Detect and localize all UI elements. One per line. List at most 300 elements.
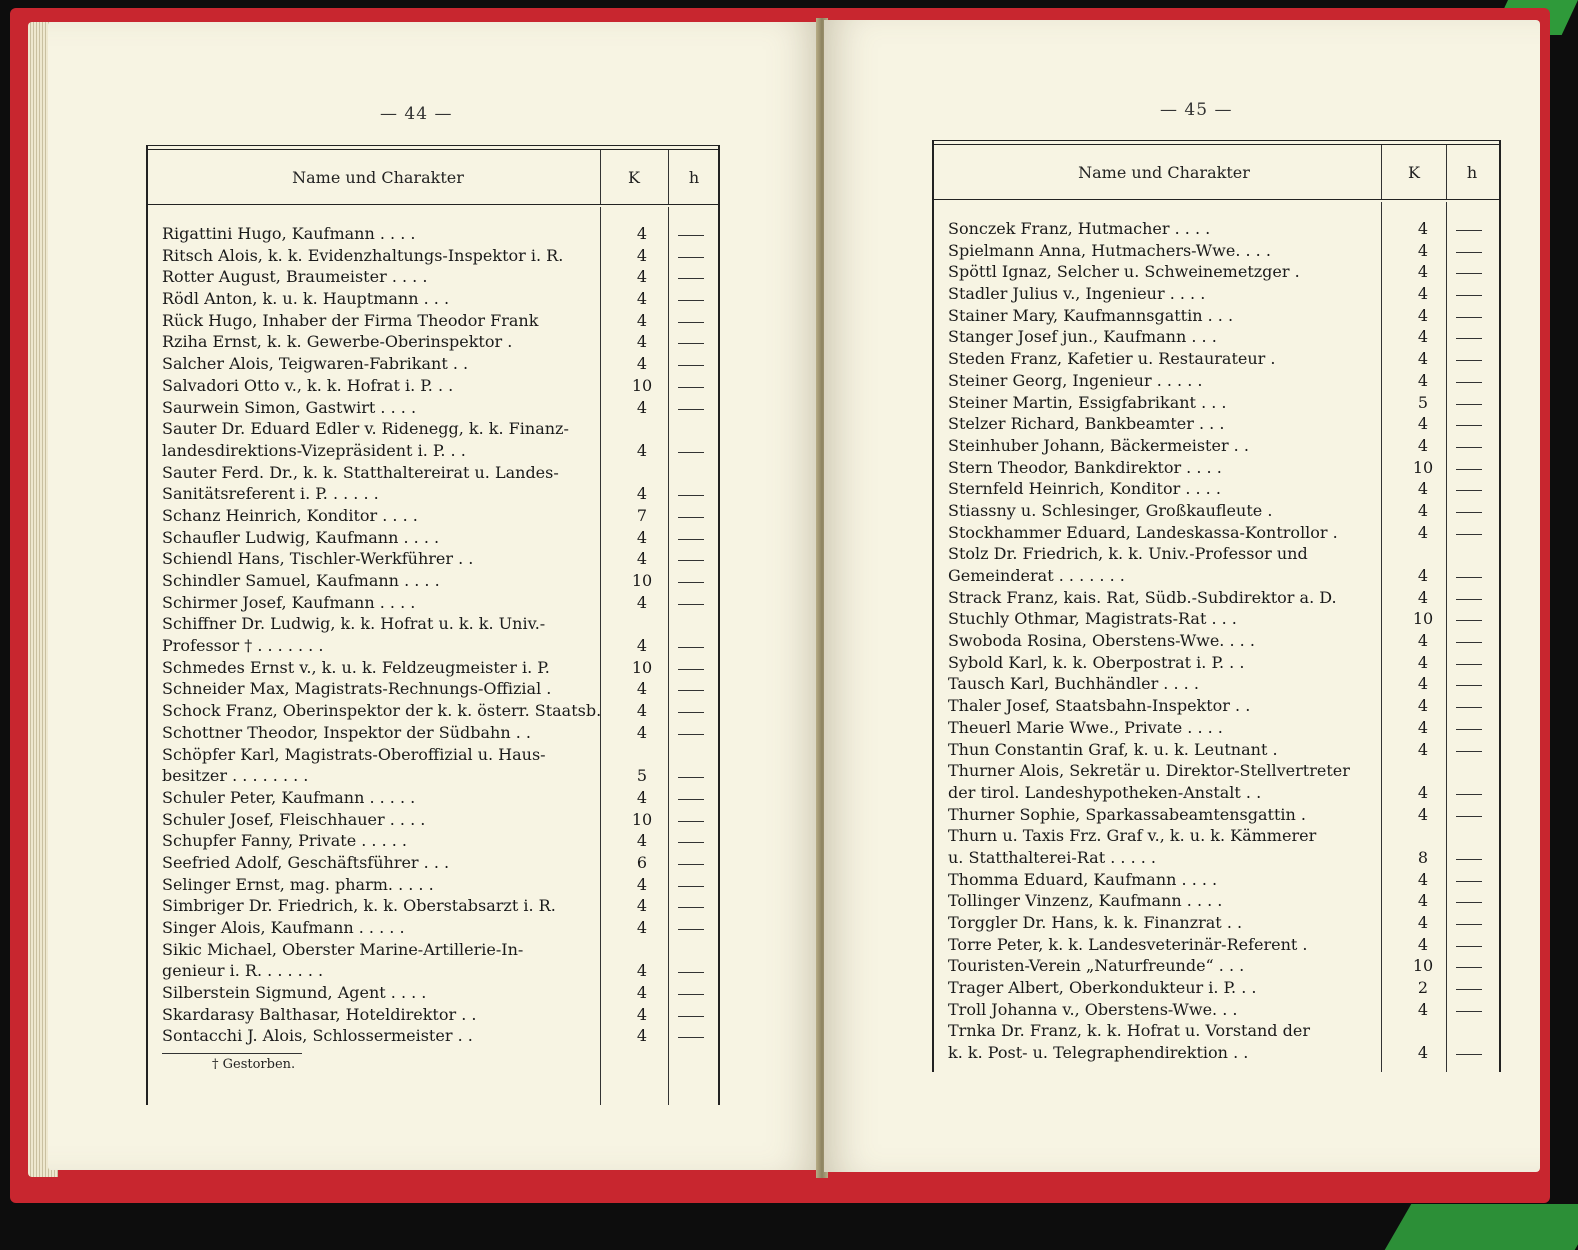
entry-kronen: 4 xyxy=(1417,587,1429,607)
table-row xyxy=(948,847,1488,869)
entry-name: Steiner Georg, Ingenieur . . . . . xyxy=(948,370,1203,390)
entry-name: Rück Hugo, Inhaber der Firma Theodor Frank xyxy=(162,310,539,330)
table-row xyxy=(162,895,702,917)
entry-name: Sontacchi J. Alois, Schlossermeister . . xyxy=(162,1026,473,1046)
entry-kronen: 4 xyxy=(636,224,648,243)
entry-kronen: 4 xyxy=(636,1026,648,1046)
entry-name: Schiffner Dr. Ludwig, k. k. Hofrat u. k. k. Univ.- xyxy=(162,614,546,634)
members-table xyxy=(146,145,720,1105)
entry-name: Gemeinderat . . . . . . . xyxy=(948,566,1125,585)
entry-heller-dash xyxy=(678,712,704,713)
entry-name: Ritsch Alois, k. k. Evidenzhaltungs-Inspektor i. R. xyxy=(162,245,564,265)
table-row xyxy=(948,977,1488,999)
entry-name: Thurn u. Taxis Frz. Graf v., k. u. k. Kämmerer xyxy=(948,826,1317,846)
entry-name: Schindler Samuel, Kaufmann . . . . xyxy=(162,571,440,590)
table-row xyxy=(948,955,1488,977)
table-row xyxy=(948,240,1488,262)
table-row xyxy=(948,370,1488,392)
table-row xyxy=(162,657,702,679)
entry-heller-dash xyxy=(678,690,704,691)
table-row xyxy=(162,765,702,787)
table-row xyxy=(162,331,702,353)
entry-name: Rziha Ernst, k. k. Gewerbe-Oberinspektor . xyxy=(162,332,513,352)
entry-name: Stolz Dr. Friedrich, k. k. Univ.-Professor und xyxy=(948,544,1308,564)
entry-kronen: 4 xyxy=(1417,891,1429,911)
entry-heller-dash xyxy=(678,799,704,800)
entry-name: Simbriger Dr. Friedrich, k. k. Oberstabsarzt i. R. xyxy=(162,896,556,916)
page-number: — 45 — xyxy=(1160,100,1233,120)
table-row xyxy=(948,305,1488,327)
entry-kronen: 4 xyxy=(636,722,648,742)
entry-kronen: 4 xyxy=(1417,739,1429,759)
entry-heller-dash xyxy=(1456,577,1482,578)
entry-heller-dash xyxy=(1456,989,1482,990)
entry-kronen: 4 xyxy=(1417,500,1429,520)
entry-kronen: 5 xyxy=(1417,392,1429,412)
entry-heller-dash xyxy=(1456,794,1482,795)
table-row xyxy=(948,348,1488,370)
entry-heller-dash xyxy=(678,647,704,648)
entry-name: Troll Johanna v., Oberstens-Wwe. . . xyxy=(948,999,1238,1019)
entry-kronen: 4 xyxy=(636,1004,648,1024)
entry-heller-dash xyxy=(678,1016,704,1017)
entry-heller-dash xyxy=(1456,1011,1482,1012)
entry-name: Sikic Michael, Oberster Marine-Artillerie-In- xyxy=(162,939,524,959)
entry-heller-dash xyxy=(1456,360,1482,361)
entry-name: Strack Franz, kais. Rat, Südb.-Subdirektor a. D. xyxy=(948,587,1337,607)
entry-kronen: 4 xyxy=(1417,284,1429,304)
entry-heller-dash xyxy=(678,886,704,887)
table-row xyxy=(162,744,702,766)
entry-kronen: 4 xyxy=(1417,414,1429,434)
entry-heller-dash xyxy=(678,842,704,843)
table-row xyxy=(162,483,702,505)
entry-heller-dash xyxy=(1456,338,1482,339)
entry-name: Selinger Ernst, mag. pharm. . . . . xyxy=(162,874,434,894)
entry-heller-dash xyxy=(678,409,704,410)
left-page xyxy=(48,22,820,1170)
entry-heller-dash xyxy=(678,864,704,865)
entry-name: Steinhuber Johann, Bäckermeister . . xyxy=(948,435,1249,455)
table-row xyxy=(162,462,702,484)
footnote-rule xyxy=(162,1053,302,1054)
entry-name: Schneider Max, Magistrats-Rechnungs-Offizial . xyxy=(162,679,552,699)
table-row xyxy=(948,630,1488,652)
entry-heller-dash xyxy=(1456,490,1482,491)
table-row xyxy=(948,587,1488,609)
entry-kronen: 4 xyxy=(636,787,648,807)
entry-name: Stiassny u. Schlesinger, Großkaufleute . xyxy=(948,500,1273,520)
entry-heller-dash xyxy=(678,994,704,995)
entry-kronen: 4 xyxy=(636,289,648,309)
table-row xyxy=(948,934,1488,956)
table-body xyxy=(162,223,702,1047)
entry-kronen: 4 xyxy=(636,267,648,287)
entry-kronen: 4 xyxy=(1417,370,1429,390)
entry-kronen: 4 xyxy=(1417,522,1429,542)
entry-heller-dash xyxy=(1456,707,1482,708)
entry-kronen: 4 xyxy=(1417,934,1429,954)
table-row xyxy=(162,440,702,462)
table-row xyxy=(162,310,702,332)
table-row xyxy=(948,435,1488,457)
header-name: Name und Charakter xyxy=(1078,163,1250,182)
entry-heller-dash xyxy=(1456,273,1482,274)
table-row xyxy=(162,527,702,549)
entry-kronen: 4 xyxy=(1417,435,1429,455)
entry-kronen: 10 xyxy=(631,657,653,677)
entry-name: Sybold Karl, k. k. Oberpostrat i. P. . . xyxy=(948,652,1245,672)
entry-heller-dash xyxy=(1456,447,1482,448)
table-row xyxy=(948,1042,1488,1064)
entry-heller-dash xyxy=(1456,382,1482,383)
table-row xyxy=(162,1025,702,1047)
footnote: † Gestorben. xyxy=(212,1057,296,1072)
entry-kronen: 4 xyxy=(636,961,648,981)
entry-kronen: 4 xyxy=(636,831,648,851)
entry-heller-dash xyxy=(1456,599,1482,600)
table-body xyxy=(948,218,1488,1064)
table-row xyxy=(162,397,702,419)
table-row xyxy=(162,982,702,1004)
entry-name: Thun Constantin Graf, k. u. k. Leutnant . xyxy=(948,739,1278,759)
entry-kronen: 4 xyxy=(636,527,648,547)
entry-heller-dash xyxy=(1456,729,1482,730)
entry-heller-dash xyxy=(678,821,704,822)
table-row xyxy=(948,673,1488,695)
entry-heller-dash xyxy=(678,777,704,778)
entry-kronen: 4 xyxy=(636,484,648,504)
entry-name: genieur i. R. . . . . . . xyxy=(162,961,324,981)
entry-kronen: 7 xyxy=(636,505,648,525)
entry-heller-dash xyxy=(1456,252,1482,253)
table-row xyxy=(948,500,1488,522)
entry-name: Schock Franz, Oberinspektor der k. k. österr. Staatsb. xyxy=(162,701,602,721)
entry-kronen: 8 xyxy=(1417,847,1429,867)
entry-kronen: 4 xyxy=(636,397,648,417)
entry-heller-dash xyxy=(678,734,704,735)
table-row xyxy=(948,326,1488,348)
table-row xyxy=(162,678,702,700)
entry-heller-dash xyxy=(678,669,704,670)
entry-name: Stelzer Richard, Bankbeamter . . . xyxy=(948,414,1225,434)
entry-heller-dash xyxy=(678,907,704,908)
entry-kronen: 4 xyxy=(636,679,648,699)
entry-name: k. k. Post- u. Telegraphendirektion . . xyxy=(948,1043,1249,1063)
entry-name: Thaler Josef, Staatsbahn-Inspektor . . xyxy=(948,696,1251,716)
entry-kronen: 4 xyxy=(1417,782,1429,802)
entry-heller-dash xyxy=(1456,751,1482,752)
table-row xyxy=(948,478,1488,500)
entry-kronen: 10 xyxy=(1412,956,1434,976)
entry-kronen: 4 xyxy=(636,245,648,265)
entry-name: Touristen-Verein „Naturfreunde“ . . . xyxy=(948,956,1245,976)
entry-name: Spöttl Ignaz, Selcher u. Schweinemetzger . xyxy=(948,262,1300,282)
table-row xyxy=(948,717,1488,739)
entry-kronen: 10 xyxy=(631,571,653,590)
entry-heller-dash xyxy=(678,582,704,583)
entry-name: Professor † . . . . . . . xyxy=(162,636,324,656)
entry-heller-dash xyxy=(678,235,704,236)
entry-kronen: 4 xyxy=(1417,305,1429,325)
table-row xyxy=(948,869,1488,891)
entry-heller-dash xyxy=(1456,1054,1482,1055)
entry-name: Schmedes Ernst v., k. u. k. Feldzeugmeister i. P. xyxy=(162,657,550,677)
entry-heller-dash xyxy=(678,322,704,323)
background-green-strip-bottom xyxy=(1385,1204,1578,1250)
table-row xyxy=(162,722,702,744)
entry-kronen: 4 xyxy=(1417,674,1429,694)
entry-name: Thurner Sophie, Sparkassabeamtensgattin . xyxy=(948,804,1306,824)
entry-heller-dash xyxy=(678,495,704,496)
entry-name: Theuerl Marie Wwe., Private . . . . xyxy=(948,717,1223,737)
table-row xyxy=(948,261,1488,283)
table-row xyxy=(948,825,1488,847)
entry-name: Saurwein Simon, Gastwirt . . . . xyxy=(162,397,417,417)
entry-kronen: 10 xyxy=(631,375,653,395)
entry-kronen: 4 xyxy=(1417,240,1429,260)
entry-kronen: 4 xyxy=(1417,327,1429,347)
members-table xyxy=(932,140,1501,1072)
entry-name: Trager Albert, Oberkondukteur i. P. . . xyxy=(948,978,1257,998)
entry-heller-dash xyxy=(678,972,704,973)
entry-heller-dash xyxy=(678,278,704,279)
entry-heller-dash xyxy=(678,604,704,605)
table-row xyxy=(162,852,702,874)
table-row xyxy=(162,245,702,267)
entry-name: Stanger Josef jun., Kaufmann . . . xyxy=(948,327,1217,347)
table-row xyxy=(162,809,702,831)
table-row xyxy=(162,418,702,440)
table-row xyxy=(162,917,702,939)
table-row xyxy=(948,999,1488,1021)
entry-kronen: 4 xyxy=(636,918,648,937)
entry-name: Singer Alois, Kaufmann . . . . . xyxy=(162,918,405,937)
entry-name: Sanitätsreferent i. P. . . . . . xyxy=(162,484,379,504)
entry-kronen: 10 xyxy=(1412,457,1434,477)
entry-heller-dash xyxy=(1456,946,1482,947)
entry-name: Thomma Eduard, Kaufmann . . . . xyxy=(948,869,1218,889)
table-header xyxy=(148,149,718,205)
table-row xyxy=(948,218,1488,240)
entry-heller-dash xyxy=(1456,230,1482,231)
entry-name: Schuler Josef, Fleischhauer . . . . xyxy=(162,809,426,829)
entry-kronen: 4 xyxy=(636,592,648,612)
entry-name: Trnka Dr. Franz, k. k. Hofrat u. Vorstand der xyxy=(948,1021,1310,1041)
entry-name: Steden Franz, Kafetier u. Restaurateur . xyxy=(948,349,1276,369)
entry-name: Rödl Anton, k. u. k. Hauptmann . . . xyxy=(162,289,450,309)
entry-heller-dash xyxy=(1456,620,1482,621)
header-k: K xyxy=(1408,163,1420,182)
entry-name: Schirmer Josef, Kaufmann . . . . xyxy=(162,592,416,612)
table-row xyxy=(948,782,1488,804)
entry-name: Seefried Adolf, Geschäftsführer . . . xyxy=(162,852,450,872)
entry-name: Schuler Peter, Kaufmann . . . . . xyxy=(162,787,416,807)
table-row xyxy=(162,830,702,852)
entry-kronen: 4 xyxy=(636,983,648,1003)
entry-kronen: 5 xyxy=(636,766,648,786)
entry-name: Salvadori Otto v., k. k. Hofrat i. P. . . xyxy=(162,375,454,395)
table-row xyxy=(162,874,702,896)
table-row xyxy=(948,695,1488,717)
table-header xyxy=(934,144,1499,200)
entry-heller-dash xyxy=(1456,404,1482,405)
entry-heller-dash xyxy=(1456,642,1482,643)
entry-name: Sonczek Franz, Hutmacher . . . . xyxy=(948,219,1211,238)
entry-name: Schanz Heinrich, Konditor . . . . xyxy=(162,505,418,525)
table-row xyxy=(162,592,702,614)
entry-kronen: 4 xyxy=(1417,566,1429,585)
entry-heller-dash xyxy=(1456,881,1482,882)
table-row xyxy=(162,787,702,809)
entry-name: Stuchly Othmar, Magistrats-Rat . . . xyxy=(948,609,1237,629)
page-number: — 44 — xyxy=(380,104,453,124)
table-row xyxy=(162,700,702,722)
entry-name: Rotter August, Braumeister . . . . xyxy=(162,267,428,287)
table-row xyxy=(948,1020,1488,1042)
entry-name: Salcher Alois, Teigwaren-Fabrikant . . xyxy=(162,354,469,374)
table-row xyxy=(948,760,1488,782)
entry-heller-dash xyxy=(1456,425,1482,426)
entry-heller-dash xyxy=(1456,859,1482,860)
entry-kronen: 4 xyxy=(636,874,648,894)
header-k: K xyxy=(628,168,640,187)
header-h: h xyxy=(1466,163,1478,182)
table-row xyxy=(162,1004,702,1026)
entry-kronen: 4 xyxy=(636,636,648,656)
right-page xyxy=(824,20,1540,1172)
entry-name: Spielmann Anna, Hutmachers-Wwe. . . . xyxy=(948,240,1271,260)
entry-heller-dash xyxy=(678,560,704,561)
entry-name: Schaufler Ludwig, Kaufmann . . . . xyxy=(162,527,440,547)
entry-name: Stainer Mary, Kaufmannsgattin . . . xyxy=(948,305,1234,325)
table-row xyxy=(948,457,1488,479)
table-row xyxy=(948,652,1488,674)
entry-kronen: 2 xyxy=(1417,978,1429,998)
entry-kronen: 4 xyxy=(636,310,648,330)
table-row xyxy=(948,608,1488,630)
table-row xyxy=(162,613,702,635)
entry-kronen: 4 xyxy=(1417,652,1429,672)
entry-kronen: 10 xyxy=(631,809,653,829)
table-row xyxy=(162,288,702,310)
table-row xyxy=(162,353,702,375)
entry-name: Schottner Theodor, Inspektor der Südbahn . . xyxy=(162,722,531,742)
entry-name: Swoboda Rosina, Oberstens-Wwe. . . . xyxy=(948,631,1255,651)
entry-name: Schiendl Hans, Tischler-Werkführer . . xyxy=(162,549,474,569)
entry-kronen: 4 xyxy=(636,354,648,374)
entry-heller-dash xyxy=(1456,534,1482,535)
entry-kronen: 4 xyxy=(636,896,648,916)
entry-heller-dash xyxy=(678,452,704,453)
entry-name: Stern Theodor, Bankdirektor . . . . xyxy=(948,457,1222,477)
entry-name: Schöpfer Karl, Magistrats-Oberoffizial u. Haus- xyxy=(162,744,546,764)
entry-heller-dash xyxy=(1456,685,1482,686)
entry-kronen: 6 xyxy=(636,852,648,872)
entry-kronen: 4 xyxy=(1417,804,1429,824)
table-row xyxy=(948,912,1488,934)
entry-name: u. Statthalterei-Rat . . . . . xyxy=(948,847,1157,867)
entry-kronen: 4 xyxy=(1417,1043,1429,1063)
table-row xyxy=(948,283,1488,305)
entry-kronen: 4 xyxy=(1417,717,1429,737)
entry-kronen: 4 xyxy=(1417,999,1429,1019)
entry-kronen: 10 xyxy=(1412,609,1434,629)
entry-name: Torggler Dr. Hans, k. k. Finanzrat . . xyxy=(948,913,1243,932)
entry-heller-dash xyxy=(1456,816,1482,817)
table-row xyxy=(162,570,702,592)
entry-name: Rigattini Hugo, Kaufmann . . . . xyxy=(162,224,416,243)
entry-heller-dash xyxy=(678,387,704,388)
header-name: Name und Charakter xyxy=(292,168,464,187)
table-row xyxy=(162,505,702,527)
table-row xyxy=(948,392,1488,414)
table-row xyxy=(948,543,1488,565)
entry-name: Steiner Martin, Essigfabrikant . . . xyxy=(948,392,1227,412)
entry-name: landesdirektions-Vizepräsident i. P. . . xyxy=(162,440,466,460)
entry-kronen: 4 xyxy=(1417,696,1429,716)
table-row xyxy=(162,548,702,570)
entry-kronen: 4 xyxy=(1417,349,1429,369)
entry-kronen: 4 xyxy=(636,440,648,460)
entry-name: besitzer . . . . . . . . xyxy=(162,766,309,786)
table-row xyxy=(948,804,1488,826)
entry-name: Tollinger Vinzenz, Kaufmann . . . . xyxy=(948,891,1223,911)
entry-kronen: 4 xyxy=(636,332,648,352)
entry-heller-dash xyxy=(1456,295,1482,296)
header-h: h xyxy=(688,168,700,187)
entry-name: Sauter Ferd. Dr., k. k. Statthaltereirat u. Landes- xyxy=(162,462,559,482)
table-row xyxy=(948,413,1488,435)
entry-heller-dash xyxy=(1456,664,1482,665)
entry-heller-dash xyxy=(678,343,704,344)
entry-heller-dash xyxy=(1456,924,1482,925)
table-row xyxy=(162,939,702,961)
entry-kronen: 4 xyxy=(636,701,648,721)
entry-heller-dash xyxy=(678,539,704,540)
entry-heller-dash xyxy=(678,929,704,930)
table-row xyxy=(162,223,702,245)
entry-kronen: 4 xyxy=(1417,631,1429,651)
entry-kronen: 4 xyxy=(1417,262,1429,282)
entry-name: Torre Peter, k. k. Landesveterinär-Referent . xyxy=(948,934,1308,954)
table-row xyxy=(948,522,1488,544)
entry-heller-dash xyxy=(678,1037,704,1038)
entry-name: Thurner Alois, Sekretär u. Direktor-Stellvertreter xyxy=(948,761,1350,781)
entry-heller-dash xyxy=(1456,469,1482,470)
entry-heller-dash xyxy=(1456,967,1482,968)
entry-heller-dash xyxy=(1456,512,1482,513)
entry-kronen: 4 xyxy=(1417,479,1429,499)
entry-heller-dash xyxy=(678,300,704,301)
entry-kronen: 4 xyxy=(1417,219,1429,238)
entry-name: der tirol. Landeshypotheken-Anstalt . . xyxy=(948,782,1262,802)
entry-name: Sternfeld Heinrich, Konditor . . . . xyxy=(948,479,1221,499)
table-row xyxy=(162,635,702,657)
entry-kronen: 4 xyxy=(636,549,648,569)
entry-name: Skardarasy Balthasar, Hoteldirektor . . xyxy=(162,1004,477,1024)
entry-name: Stadler Julius v., Ingenieur . . . . xyxy=(948,284,1206,304)
entry-name: Sauter Dr. Eduard Edler v. Ridenegg, k. k. Finanz- xyxy=(162,419,569,439)
entry-heller-dash xyxy=(678,257,704,258)
table-row xyxy=(948,890,1488,912)
entry-kronen: 4 xyxy=(1417,869,1429,889)
entry-name: Stockhammer Eduard, Landeskassa-Kontrollor . xyxy=(948,522,1338,542)
entry-heller-dash xyxy=(1456,317,1482,318)
entry-heller-dash xyxy=(678,517,704,518)
entry-heller-dash xyxy=(1456,902,1482,903)
entry-heller-dash xyxy=(678,365,704,366)
